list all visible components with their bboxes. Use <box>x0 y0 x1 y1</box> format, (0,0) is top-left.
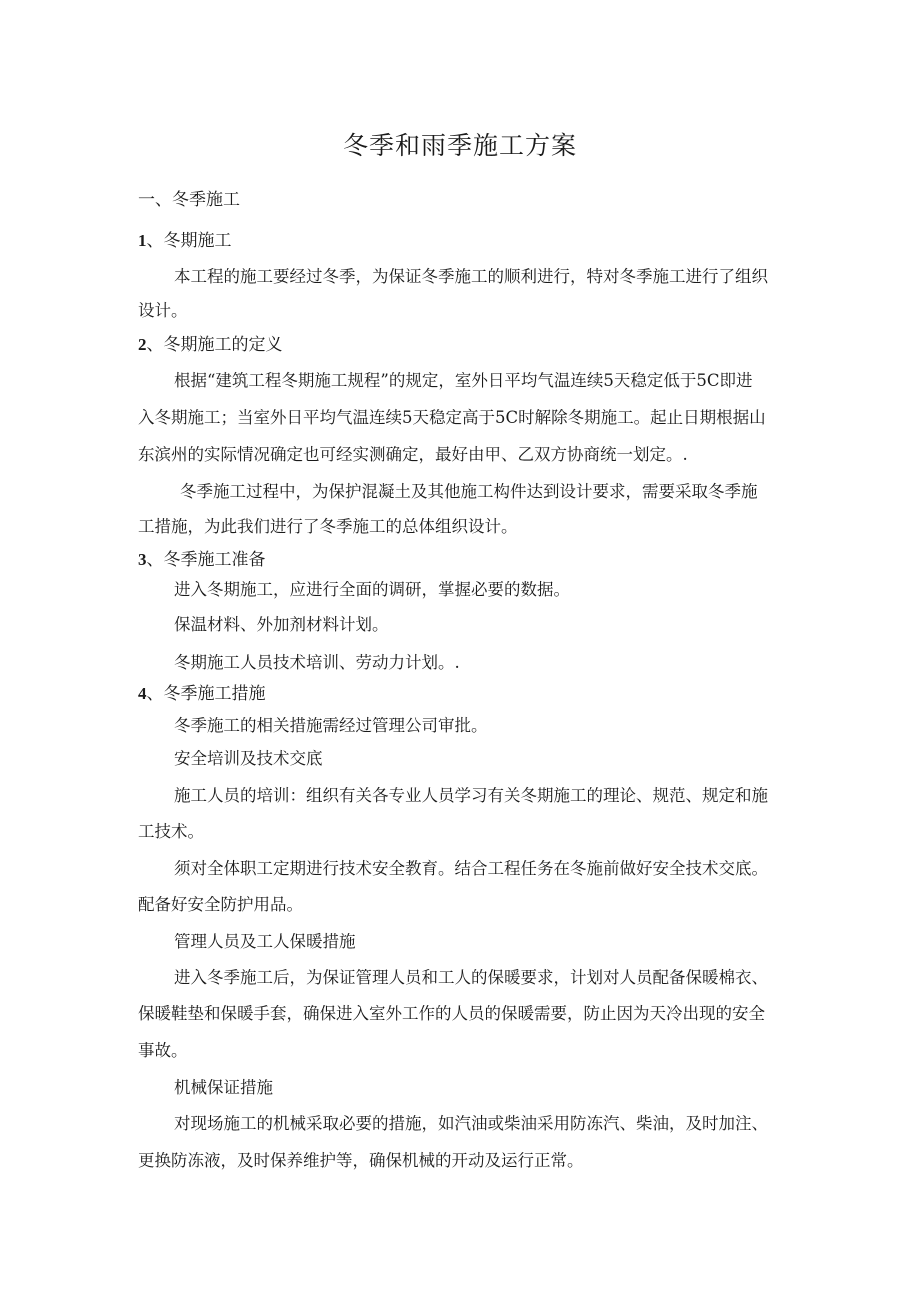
subheading-warmth: 管理人员及工人保暖措施 <box>174 932 356 951</box>
subsection-title: 、冬期施工 <box>146 231 232 251</box>
subsection-number: 3 <box>138 550 147 569</box>
paragraph-line: 入冬期施工；当室外日平均气温连续5天稳定高于5C时解除冬期施工。起止日期根据山 <box>138 408 766 427</box>
paragraph-line: 本工程的施工要经过冬季，为保证冬季施工的顺利进行，特对冬季施工进行了组织 <box>174 267 768 286</box>
paragraph-line: 工技术。 <box>138 822 204 841</box>
subheading-machinery: 机械保证措施 <box>174 1078 273 1097</box>
paragraph-line: 更换防冻液，及时保养维护等，确保机械的开动及运行正常。 <box>138 1151 584 1170</box>
document-title: 冬季和雨季施工方案 <box>342 131 577 160</box>
paragraph-line: 根据“建筑工程冬期施工规程”的规定，室外日平均气温连续5天稳定低于5C即进 <box>174 371 753 390</box>
subsection-number: 4 <box>138 684 147 703</box>
list-item: 冬期施工人员技术培训、劳动力计划。. <box>174 653 460 672</box>
paragraph-line: 施工人员的培训：组织有关各专业人员学习有关冬期施工的理论、规范、规定和施 <box>174 786 768 805</box>
list-item: 进入冬期施工，应进行全面的调研，掌握必要的数据。 <box>174 580 570 599</box>
subsection-heading-2 <box>138 330 283 360</box>
list-item: 冬季施工的相关措施需经过管理公司审批。 <box>174 716 488 735</box>
subsection-title: 、冬期施工的定义 <box>146 335 283 355</box>
subsection-number: 2 <box>138 335 147 354</box>
subsection-number: 1 <box>138 231 147 250</box>
list-item: 保温材料、外加剂材料计划。 <box>174 615 389 634</box>
paragraph-line: 须对全体职工定期进行技术安全教育。结合工程任务在冬施前做好安全技术交底。 <box>174 859 768 878</box>
paragraph-line: 冬季施工过程中，为保护混凝土及其他施工构件达到设计要求，需要采取冬季施 <box>180 482 758 501</box>
paragraph-line: 设计。 <box>138 301 188 320</box>
paragraph-line: 东滨州的实际情况确定也可经实测确定，最好由甲、乙双方协商统一划定。. <box>138 445 688 464</box>
subsection-title: 、冬季施工准备 <box>146 550 266 570</box>
subheading-safety: 安全培训及技术交底 <box>174 749 323 768</box>
paragraph-line: 配备好安全防护用品。 <box>138 895 303 914</box>
subsection-heading-4 <box>138 679 266 709</box>
paragraph-line: 对现场施工的机械采取必要的措施，如汽油或柴油采用防冻汽、柴油，及时加注、 <box>174 1114 768 1133</box>
paragraph-line: 保暖鞋垫和保暖手套，确保进入室外工作的人员的保暖需要，防止因为天冷出现的安全 <box>138 1004 765 1023</box>
subsection-title: 、冬季施工措施 <box>146 684 266 704</box>
paragraph-line: 事故。 <box>138 1041 188 1060</box>
paragraph-line: 进入冬季施工后，为保证管理人员和工人的保暖要求，计划对人员配备保暖棉衣、 <box>174 968 768 987</box>
subsection-heading-3 <box>138 545 266 575</box>
section-heading-winter: 一、冬季施工 <box>138 190 240 210</box>
subsection-heading-1 <box>138 226 232 256</box>
paragraph-line: 工措施，为此我们进行了冬季施工的总体组织设计。 <box>138 517 518 536</box>
